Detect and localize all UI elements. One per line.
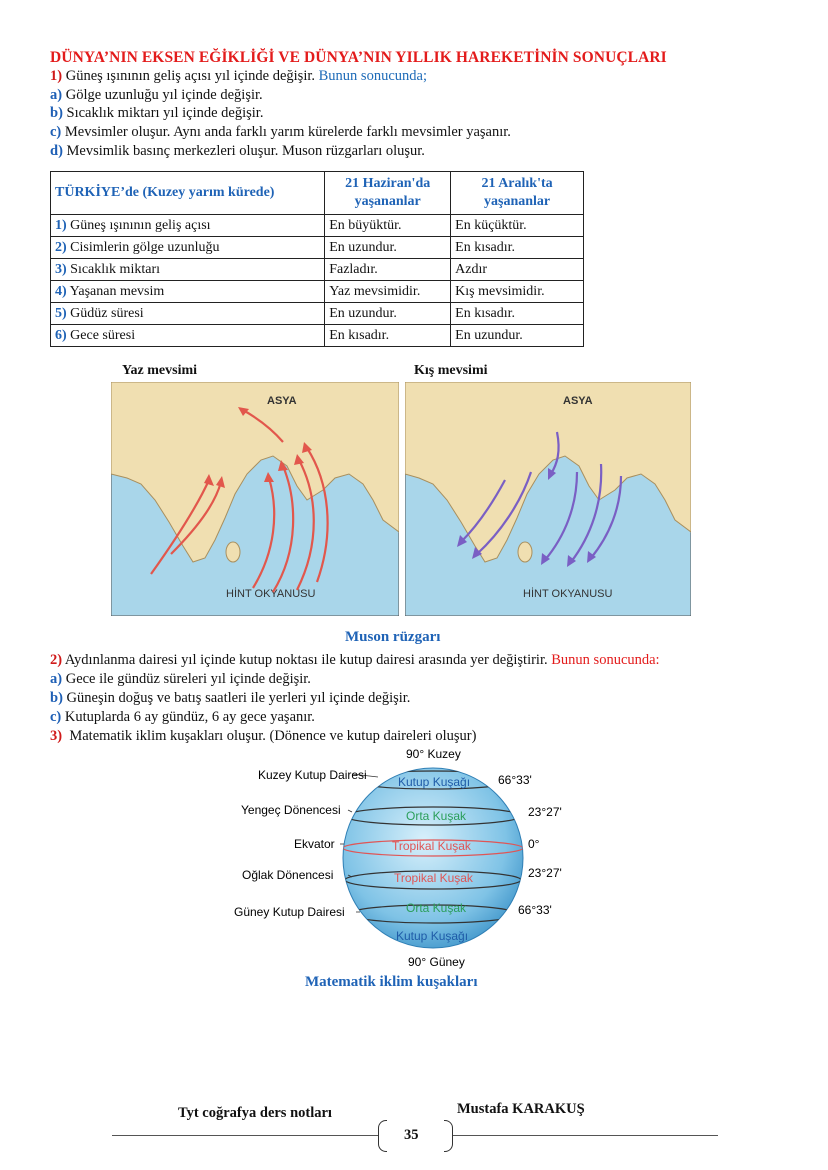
item-letter: b) — [50, 105, 63, 121]
winter-map-title: Kış mevsimi — [414, 363, 488, 378]
table-cell: En kısadır. — [325, 325, 451, 347]
zone-label: Tropikal Kuşak — [394, 871, 473, 885]
lat-label: 23°27' — [528, 866, 562, 880]
footer-left: Tyt coğrafya ders notları — [178, 1105, 332, 1121]
table-cell: En küçüktür. — [451, 215, 584, 237]
item-text: Sıcaklık miktarı yıl içinde değişir. — [66, 105, 264, 121]
section3-text: Matematik iklim kuşakları oluşur. (Dönence ve kutup daireleri oluşur) — [69, 728, 477, 744]
footer-right: Mustafa KARAKUŞ — [457, 1101, 585, 1117]
footer-rule-left — [112, 1135, 378, 1136]
table-row — [51, 303, 584, 325]
section1-item-d — [50, 143, 425, 160]
section2-item-b — [50, 690, 410, 707]
item-letter: a) — [50, 87, 63, 103]
arctic-circle-label: Kuzey Kutup Dairesi — [258, 768, 367, 782]
lat-label: 0° — [528, 837, 540, 851]
table-cell: Fazladır. — [325, 259, 451, 281]
zone-label: Orta Kuşak — [406, 809, 467, 823]
antarctic-circle-label: Güney Kutup Dairesi — [234, 905, 345, 919]
item-letter: a) — [50, 671, 63, 687]
table-cell: En uzundur. — [325, 303, 451, 325]
page-number: 35 — [404, 1127, 419, 1143]
item-text: Güneşin doğuş ve batış saatleri ile yerleri yıl içinde değişir. — [66, 690, 411, 706]
section3-heading — [50, 728, 476, 745]
item-text: Gece ile gündüz süreleri yıl içinde değişir. — [65, 671, 311, 687]
table-cell — [51, 237, 325, 259]
section1-item-b — [50, 105, 263, 122]
summer-monsoon-map — [111, 382, 399, 616]
table-cell — [51, 259, 325, 281]
table-row — [51, 237, 584, 259]
item-text: Kutuplarda 6 ay gündüz, 6 ay gece yaşanır. — [64, 709, 315, 725]
table-cell: Azdır — [451, 259, 584, 281]
section2-text: Aydınlanma dairesi yıl içinde kutup noktası ile kutup dairesi arasında yer değiştirir. — [64, 652, 548, 668]
globe — [343, 768, 523, 948]
row-label: Cisimlerin gölge uzunluğu — [70, 239, 220, 255]
table-cell: En uzundur. — [325, 237, 451, 259]
lat-label: 66°33' — [518, 903, 552, 917]
section2-result: Bunun sonucunda: — [551, 652, 660, 668]
table-header-row — [51, 172, 584, 215]
table-cell — [51, 281, 325, 303]
section1-heading — [50, 68, 427, 85]
page-bracket-right — [444, 1120, 453, 1152]
row-number: 3) — [55, 261, 67, 277]
item-letter: c) — [50, 124, 62, 140]
item-letter: d) — [50, 143, 63, 159]
table-cell: Yaz mevsimidir. — [325, 281, 451, 303]
item-letter: b) — [50, 690, 63, 706]
table-header: TÜRKİYE’de (Kuzey yarım kürede) — [51, 172, 325, 215]
table-cell: En büyüktür. — [325, 215, 451, 237]
table-row — [51, 259, 584, 281]
ocean-label: HİNT OKYANUSU — [523, 588, 613, 600]
summer-map-title: Yaz mevsimi — [122, 363, 198, 378]
section1-item-c — [50, 124, 511, 141]
south-pole-label: 90° Güney — [408, 955, 465, 969]
page-title: DÜNYA’NIN EKSEN EĞİKLİĞİ VE DÜNYA’NIN YILLIK HAREKETİNİN SONUÇLARI — [50, 49, 667, 66]
winter-monsoon-map — [405, 382, 691, 616]
table-cell: En kısadır. — [451, 237, 584, 259]
table-header-text: 21 Aralık'ta yaşananlar — [481, 176, 553, 209]
lat-label: 66°33' — [498, 773, 532, 787]
seasons-table — [50, 171, 584, 347]
monsoon-caption: Muson rüzgarı — [345, 629, 441, 645]
item-text: Mevsimlik basınç merkezleri oluşur. Muson rüzgarları oluşur. — [66, 143, 425, 159]
table-cell — [51, 303, 325, 325]
row-number: 6) — [55, 327, 67, 343]
row-label: Yaşanan mevsim — [69, 283, 165, 299]
tropic-cancer-label: Yengeç Dönencesi — [241, 803, 341, 817]
row-label: Sıcaklık miktarı — [70, 261, 160, 277]
section1-text: Güneş ışınının geliş açısı yıl içinde değişir. — [65, 68, 316, 84]
table-cell — [51, 215, 325, 237]
row-label: Güneş ışınının geliş açısı — [70, 217, 211, 233]
section2-number: 2) — [50, 652, 63, 668]
table-header — [325, 172, 451, 215]
table-cell — [51, 325, 325, 347]
zone-label: Orta Kuşak — [406, 901, 467, 915]
table-header — [451, 172, 584, 215]
climate-zones-globe — [230, 744, 590, 974]
zone-label: Kutup Kuşağı — [396, 929, 469, 943]
item-text: Gölge uzunluğu yıl içinde değişir. — [65, 87, 263, 103]
section2-heading — [50, 652, 660, 669]
equator-label: Ekvator — [294, 837, 335, 851]
section1-number: 1) — [50, 68, 63, 84]
tropic-capricorn-label: Oğlak Dönencesi — [242, 868, 334, 882]
island — [226, 542, 240, 562]
table-row — [51, 281, 584, 303]
ocean-label: HİNT OKYANUSU — [226, 588, 316, 600]
item-letter: c) — [50, 709, 62, 725]
table-row — [51, 325, 584, 347]
section1-result: Bunun sonucunda; — [318, 68, 427, 84]
zone-label: Tropikal Kuşak — [392, 839, 471, 853]
section1-item-a — [50, 87, 263, 104]
row-number: 1) — [55, 217, 67, 233]
globe-caption: Matematik iklim kuşakları — [305, 974, 478, 990]
section2-item-c — [50, 709, 315, 726]
row-label: Güdüz süresi — [70, 305, 144, 321]
table-row — [51, 215, 584, 237]
table-cell: En kısadır. — [451, 303, 584, 325]
row-number: 2) — [55, 239, 67, 255]
item-text: Mevsimler oluşur. Aynı anda farklı yarım kürelerde farklı mevsimler yaşanır. — [64, 124, 511, 140]
lat-label: 23°27' — [528, 805, 562, 819]
island — [518, 542, 532, 562]
row-number: 5) — [55, 305, 67, 321]
row-label: Gece süresi — [70, 327, 136, 343]
north-pole-label: 90° Kuzey — [406, 747, 461, 761]
footer-rule-right — [452, 1135, 718, 1136]
table-header-text: 21 Haziran'da yaşananlar — [345, 176, 431, 209]
table-cell: En uzundur. — [451, 325, 584, 347]
table-cell: Kış mevsimidir. — [451, 281, 584, 303]
leader-line — [348, 810, 352, 812]
zone-label: Kutup Kuşağı — [398, 775, 471, 789]
section3-number: 3) — [50, 728, 63, 744]
asia-label: ASYA — [267, 395, 297, 407]
row-number: 4) — [55, 283, 67, 299]
page-bracket-left — [378, 1120, 387, 1152]
asia-label: ASYA — [563, 395, 593, 407]
section2-item-a — [50, 671, 311, 688]
